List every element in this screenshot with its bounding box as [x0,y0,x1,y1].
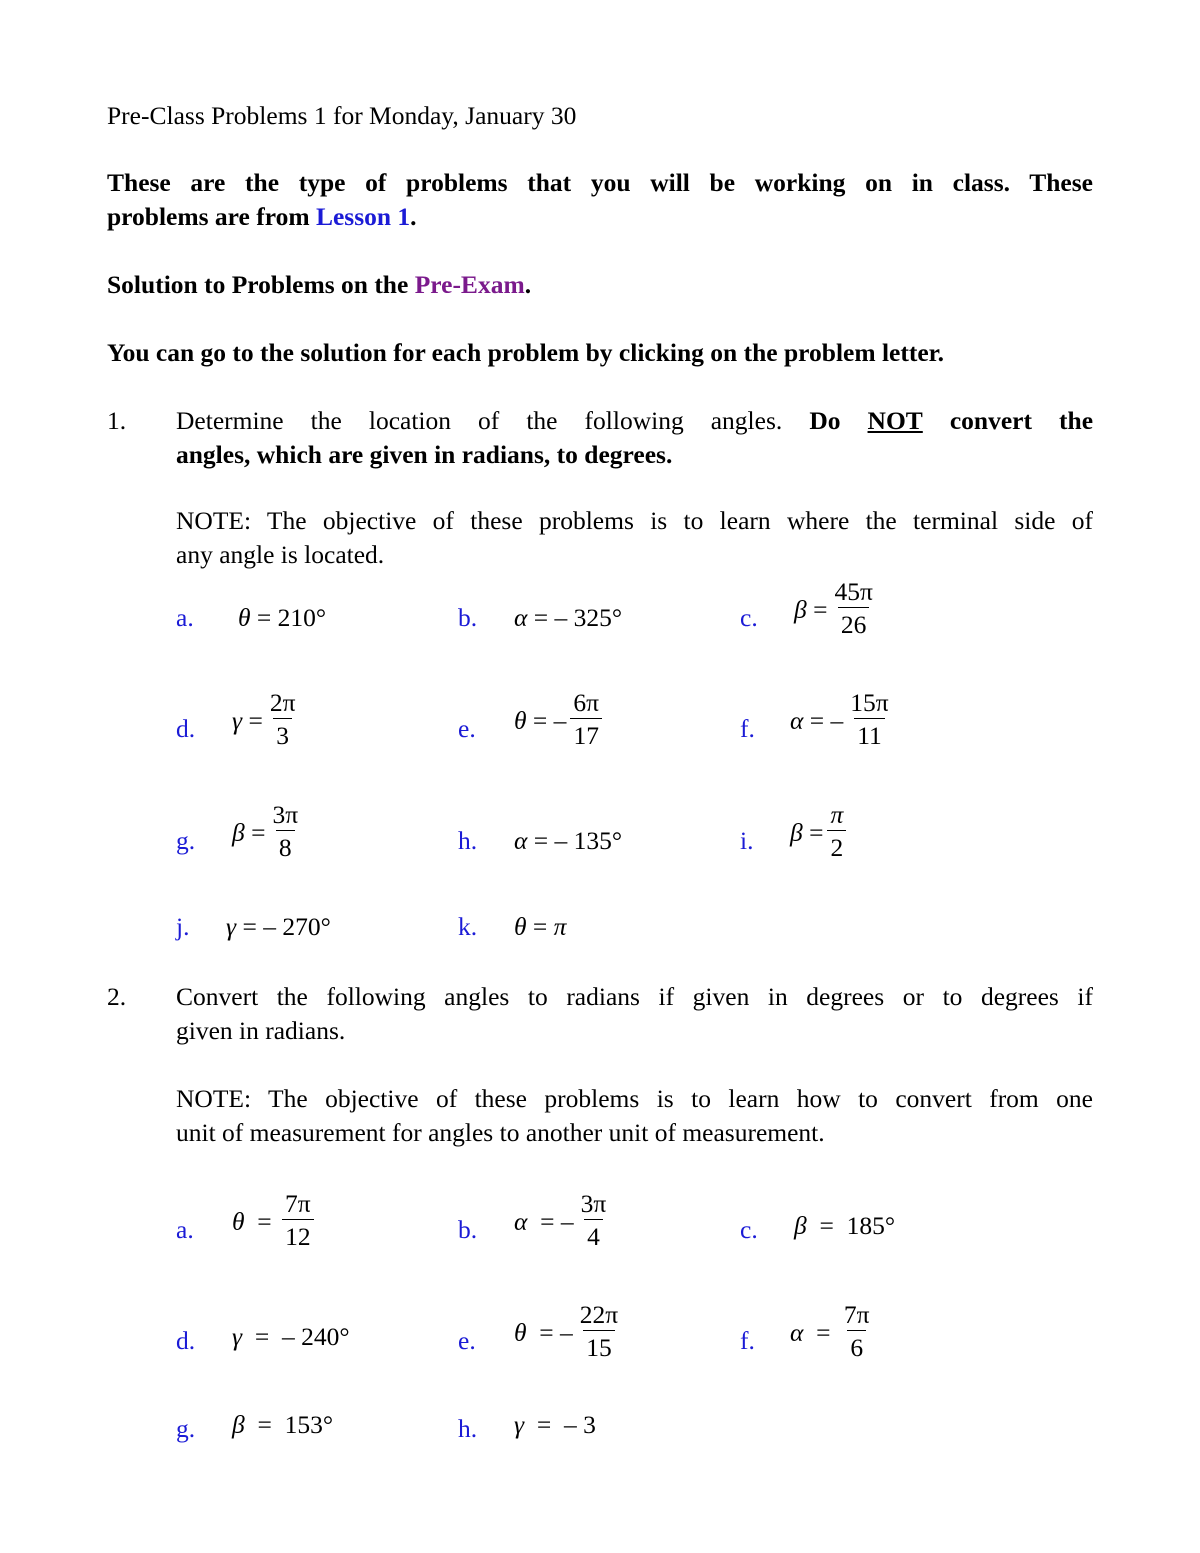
p2-letter-g[interactable]: g. [176,1414,196,1443]
p2-letter-e[interactable]: e. [458,1326,476,1355]
p2-eq-h: γ = – 3 [514,1410,596,1439]
p1-eq-a: θ = 210° [238,603,327,632]
p2-eq-c: β = 185° [794,1211,896,1240]
p2-eq-b: α = – $\frac{3\pi}{4}$ [514,1189,609,1254]
p1-frac-d: $\frac{2\pi}{3}$ [267,688,299,753]
p2-eq-g: β = 153° [232,1410,334,1439]
p1-letter-g[interactable]: g. [176,826,196,855]
instructions-line: You can go to the solution for each problem by clicking on the problem letter. [107,338,945,367]
p2-letter-d[interactable]: d. [176,1326,196,1355]
p1-eq-b: α = – 325° [514,603,623,632]
p1-letter-h[interactable]: h. [458,826,478,855]
p2-frac-f: $\frac{7\pi}{6}$ [841,1300,873,1365]
p2-eq-f: α = $\frac{7\pi}{6}$ [790,1300,873,1365]
problem-1-number: 1. [107,406,127,435]
p1-letter-b[interactable]: b. [458,603,478,632]
p2-letter-f[interactable]: f. [740,1326,755,1355]
p1-frac-e: $\frac{6\pi}{17}$ [570,688,602,753]
intro-line-2-suffix: . [410,202,417,231]
p1-eq-d: γ = $\frac{2\pi}{3}$ [232,688,298,753]
intro-line-2-prefix: problems are from [107,202,316,231]
problem-1-not: NOT [867,406,923,435]
p1-eq-k: θ = π [514,912,567,941]
p1-eq-h: α = – 135° [514,826,623,855]
problem-2-number: 2. [107,982,127,1011]
problem-2-note-line-2: unit of measurement for angles to another unit of measurement. [176,1118,825,1147]
p2-letter-a[interactable]: a. [176,1215,194,1244]
p1-frac-g: $\frac{3\pi}{8}$ [269,800,301,865]
p2-letter-b[interactable]: b. [458,1215,478,1244]
problem-1-line-2: angles, which are given in radians, to degrees. [176,440,673,469]
p1-eq-i: β = $\frac{\pi}{2}$ [790,800,846,865]
p1-letter-e[interactable]: e. [458,714,476,743]
p1-frac-i: $\frac{\pi}{2}$ [827,800,846,865]
lesson-1-link[interactable]: Lesson 1 [315,202,411,231]
problem-2-line-2: given in radians. [176,1016,346,1045]
solution-prefix: Solution to Problems on the [107,270,415,299]
p1-eq-g: β = $\frac{3\pi}{8}$ [232,800,301,865]
solution-suffix: . [524,270,532,299]
p1-frac-f: $\frac{15\pi}{11}$ [847,688,891,753]
page-title: Pre-Class Problems 1 for Monday, January 30 [107,101,577,130]
p1-eq-f: α = – $\frac{15\pi}{11}$ [790,688,892,753]
p2-letter-c[interactable]: c. [740,1215,758,1244]
pre-exam-link[interactable]: Pre-Exam [414,270,525,299]
intro-line-1: These are the type of problems that you will be working on in class. These [107,168,1093,197]
p1-frac-c: $\frac{45\pi}{26}$ [831,577,875,642]
problem-1-text: Determine the location of the following angles. [176,406,783,435]
p1-eq-j: γ = – 270° [226,912,331,941]
p1-eq-e: θ = – $\frac{6\pi}{17}$ [514,688,602,753]
p1-letter-c[interactable]: c. [740,603,758,632]
solution-line [107,270,531,300]
p2-eq-a: θ = $\frac{7\pi}{12}$ [232,1189,314,1254]
p1-letter-j[interactable]: j. [176,912,190,941]
p1-letter-f[interactable]: f. [740,714,755,743]
problem-1-do: Do [809,406,841,435]
problem-2-note-line-1: NOTE: The objective of these problems is to learn how to convert from one [176,1084,1093,1113]
problem-2-line-1: Convert the following angles to radians if given in degrees or to degrees if [176,982,1093,1011]
p1-letter-i[interactable]: i. [740,826,754,855]
p1-eq-c: β = $\frac{45\pi}{26}$ [794,577,876,642]
intro-line-2 [107,202,417,232]
p2-eq-d: γ = – 240° [232,1322,350,1351]
p2-eq-e: θ = – $\frac{22\pi}{15}$ [514,1300,621,1365]
p1-letter-k[interactable]: k. [458,912,478,941]
p2-frac-b: $\frac{3\pi}{4}$ [578,1189,610,1254]
p1-letter-d[interactable]: d. [176,714,196,743]
problem-1-note-line-2: any angle is located. [176,540,385,569]
p2-frac-e: $\frac{22\pi}{15}$ [577,1300,621,1365]
problem-1-convert: convert the [949,406,1094,435]
problem-1-line-1 [176,406,1093,436]
p1-letter-a[interactable]: a. [176,603,194,632]
p2-letter-h[interactable]: h. [458,1414,478,1443]
problem-1-note-line-1: NOTE: The objective of these problems is to learn where the terminal side of [176,506,1093,535]
p2-frac-a: $\frac{7\pi}{12}$ [282,1189,314,1254]
